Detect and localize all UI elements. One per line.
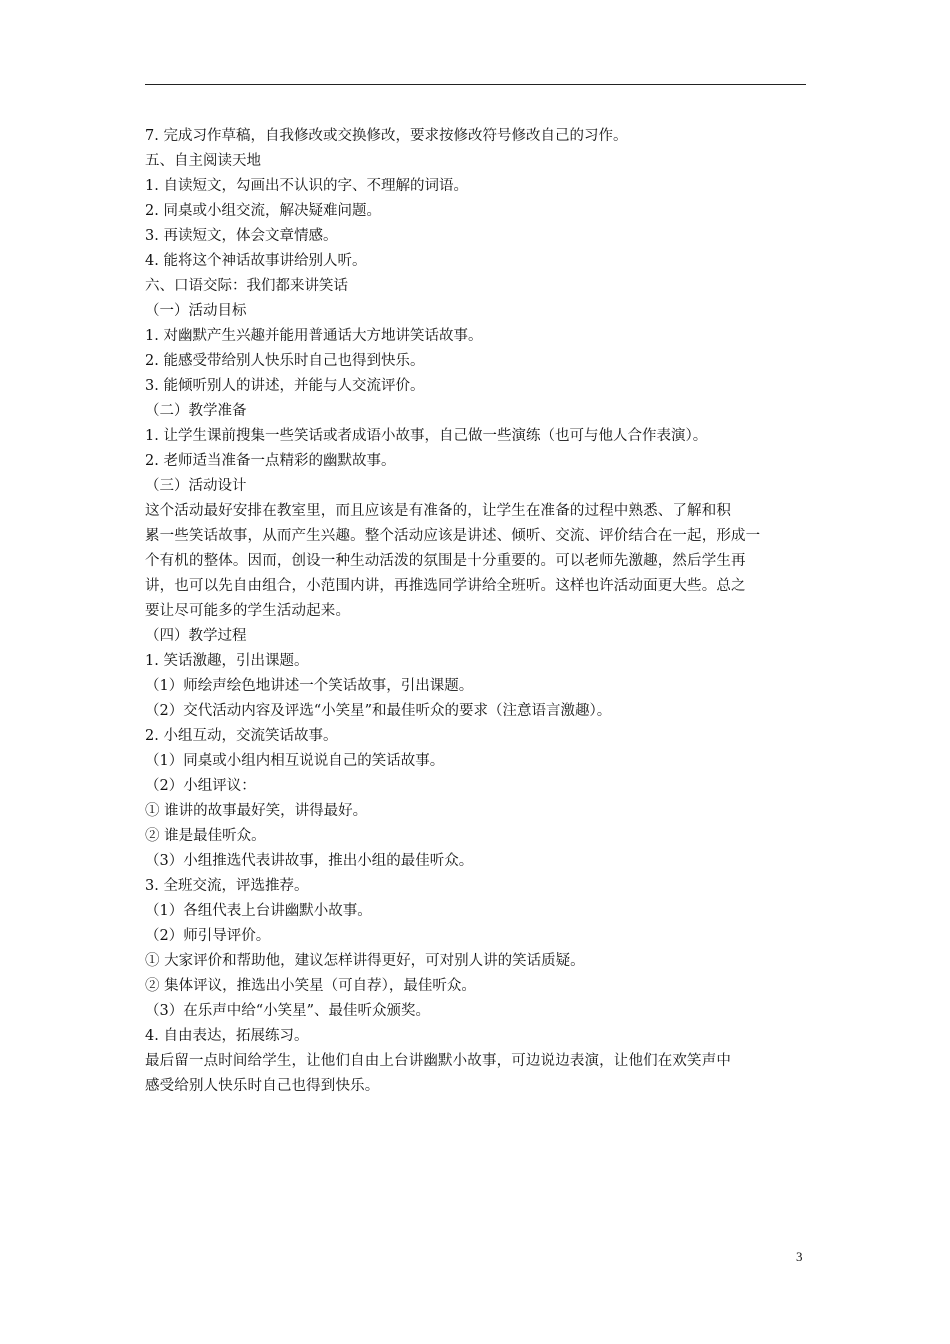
text-line: 1. 笑话激趣，引出课题。 [145, 653, 309, 669]
text-line: （3）小组推选代表讲故事，推出小组的最佳听众。 [145, 853, 474, 869]
paragraph-line: 这个活动最好安排在教室里，而且应该是有准备的，让学生在准备的过程中熟悉、了解和积 [145, 503, 731, 519]
text-line: （1）同桌或小组内相互说说自己的笑话故事。 [145, 753, 445, 769]
text-line: 2. 小组互动，交流笑话故事。 [145, 728, 338, 744]
text-line: 2. 老师适当准备一点精彩的幽默故事。 [145, 453, 396, 469]
subsection-heading: （三）活动设计 [145, 478, 247, 494]
text-line: 3. 再读短文，体会文章情感。 [145, 228, 338, 244]
paragraph-line: 感受给别人快乐时自己也得到快乐。 [145, 1078, 380, 1094]
text-line: ② 集体评议，推选出小笑星（可自荐），最佳听众。 [145, 978, 476, 994]
paragraph-line: 最后留一点时间给学生，让他们自由上台讲幽默小故事，可边说边表演，让他们在欢笑声中 [145, 1053, 731, 1069]
text-line: 4. 自由表达，拓展练习。 [145, 1028, 309, 1044]
section-list-a [145, 124, 810, 499]
paragraph-line: 讲，也可以先自由组合，小范围内讲，再推选同学讲给全班听。这样也许活动面更大些。总之 [145, 578, 746, 594]
text-line: ① 谁讲的故事最好笑，讲得最好。 [145, 803, 368, 819]
paragraph-line: 要让尽可能多的学生活动起来。 [145, 603, 351, 619]
text-line: 4. 能将这个神话故事讲给别人听。 [145, 253, 367, 269]
text-line: 2. 能感受带给别人快乐时自己也得到快乐。 [145, 353, 425, 369]
subsection-heading: （一）活动目标 [145, 303, 247, 319]
closing-paragraph [145, 1049, 810, 1099]
text-line: 1. 让学生课前搜集一些笑话或者成语小故事，自己做一些演练（也可与他人合作表演）。 [145, 428, 708, 444]
text-line: （3）在乐声中给“小笑星”、最佳听众颁奖。 [145, 1003, 431, 1019]
section-list-b [145, 624, 810, 1049]
page-number: 3 [796, 1249, 803, 1264]
text-line: （1）师绘声绘色地讲述一个笑话故事，引出课题。 [145, 678, 474, 694]
text-line: ② 谁是最佳听众。 [145, 828, 266, 844]
paragraph-line: 累一些笑话故事，从而产生兴趣。整个活动应该是讲述、倾听、交流、评价结合在一起，形成一 [145, 528, 761, 544]
text-line: 3. 全班交流，评选推荐。 [145, 878, 309, 894]
text-line: 7. 完成习作草稿，自我修改或交换修改，要求按修改符号修改自己的习作。 [145, 128, 628, 144]
text-line: （1）各组代表上台讲幽默小故事。 [145, 903, 372, 919]
header-rule [145, 84, 806, 85]
text-line: 3. 能倾听别人的讲述，并能与人交流评价。 [145, 378, 425, 394]
text-line: 1. 自读短文，勾画出不认识的字、不理解的词语。 [145, 178, 468, 194]
text-line: （2）小组评议： [145, 778, 256, 794]
section-heading: 六、口语交际：我们都来讲笑话 [145, 278, 348, 294]
text-line: （2）师引导评价。 [145, 928, 271, 944]
section-heading: 五、自主阅读天地 [145, 153, 261, 169]
subsection-heading: （二）教学准备 [145, 403, 247, 419]
text-line: ① 大家评价和帮助他，建议怎样讲得更好，可对别人讲的笑话质疑。 [145, 953, 585, 969]
text-line: 1. 对幽默产生兴趣并能用普通话大方地讲笑话故事。 [145, 328, 483, 344]
paragraph-line: 个有机的整体。因而，创设一种生动活泼的氛围是十分重要的。可以老师先激趣，然后学生再 [145, 553, 746, 569]
text-line: （2）交代活动内容及评选“小笑星”和最佳听众的要求（注意语言激趣）。 [145, 703, 612, 719]
text-line: 2. 同桌或小组交流，解决疑难问题。 [145, 203, 381, 219]
document-body [145, 124, 810, 1099]
activity-design-paragraph [145, 499, 810, 624]
subsection-heading: （四）教学过程 [145, 628, 247, 644]
